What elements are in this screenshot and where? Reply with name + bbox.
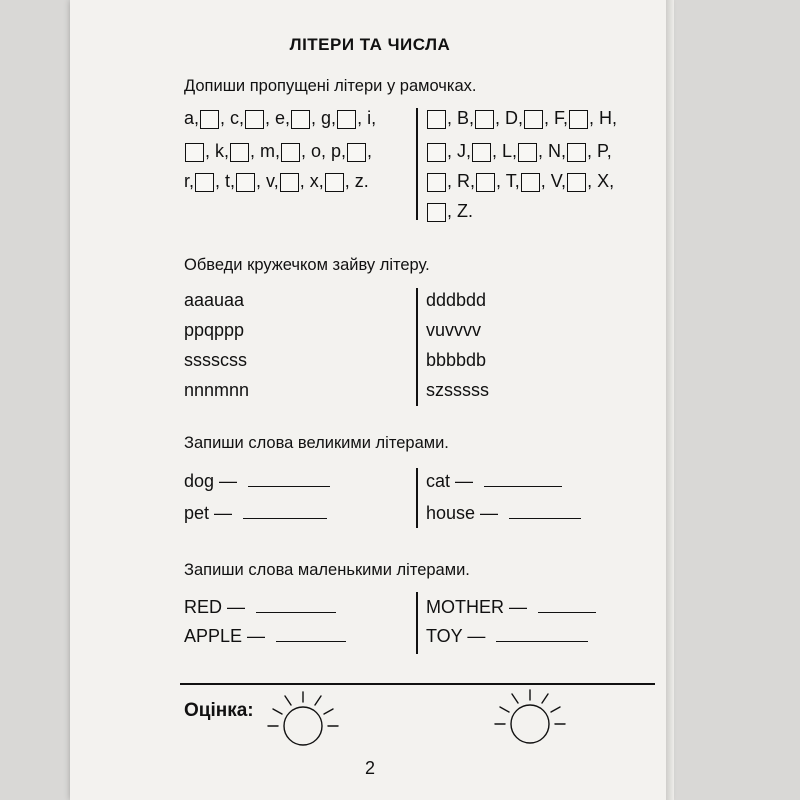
- letter-text: , T,: [496, 171, 520, 191]
- missing-letter-box[interactable]: [427, 173, 446, 192]
- lowercase-word-row: [184, 596, 336, 618]
- word-label: MOTHER —: [426, 597, 527, 617]
- answer-blank[interactable]: [243, 502, 327, 519]
- letter-row: [426, 201, 473, 222]
- word-label: house —: [426, 503, 499, 523]
- letter-row: [184, 108, 376, 129]
- missing-letter-box[interactable]: [200, 110, 219, 129]
- letter-text: , V,: [540, 171, 567, 191]
- letter-text: , F,: [544, 108, 569, 128]
- letter-text: , k,: [205, 141, 230, 161]
- missing-letter-box[interactable]: [472, 143, 491, 162]
- word-label: APPLE —: [184, 626, 266, 646]
- task1-instruction: Допиши пропущені літери у рамочках.: [184, 77, 477, 95]
- letter-text: , x,: [299, 171, 324, 191]
- missing-letter-box[interactable]: [476, 173, 495, 192]
- letter-text: , g,: [311, 108, 337, 128]
- missing-letter-box[interactable]: [230, 143, 249, 162]
- missing-letter-box[interactable]: [281, 143, 300, 162]
- missing-letter-box[interactable]: [427, 110, 446, 129]
- letter-text: , J,: [447, 141, 472, 161]
- horizontal-rule: [180, 683, 655, 685]
- lowercase-word-row: [426, 596, 596, 618]
- letter-text: , H,: [589, 108, 618, 128]
- missing-letter-box[interactable]: [475, 110, 494, 129]
- missing-letter-box[interactable]: [521, 173, 540, 192]
- answer-blank[interactable]: [538, 596, 596, 613]
- sun-icon[interactable]: [490, 680, 570, 752]
- missing-letter-box[interactable]: [291, 110, 310, 129]
- answer-blank[interactable]: [256, 596, 336, 613]
- missing-letter-box[interactable]: [427, 203, 446, 222]
- missing-letter-box[interactable]: [427, 143, 446, 162]
- odd-letter-item[interactable]: sssscss: [184, 350, 247, 370]
- task1-divider: [416, 108, 418, 220]
- letter-text: , B,: [447, 108, 475, 128]
- missing-letter-box[interactable]: [524, 110, 543, 129]
- page-title: ЛІТЕРИ ТА ЧИСЛА: [289, 35, 451, 54]
- task3-instruction: Запиши слова великими літерами.: [184, 434, 449, 452]
- letter-text: ,: [367, 141, 373, 161]
- missing-letter-box[interactable]: [518, 143, 537, 162]
- word-label: dog —: [184, 471, 238, 491]
- task2-instruction: Обведи кружечком зайву літеру.: [184, 256, 430, 274]
- missing-letter-box[interactable]: [567, 143, 586, 162]
- worksheet-page: [70, 0, 670, 800]
- word-label: cat —: [426, 471, 474, 491]
- letter-row: [426, 141, 612, 162]
- missing-letter-box[interactable]: [325, 173, 344, 192]
- sun-icon[interactable]: [263, 682, 343, 754]
- letter-text: , m,: [250, 141, 281, 161]
- odd-letter-item[interactable]: nnnmnn: [184, 380, 250, 400]
- letter-text: r,: [184, 171, 195, 191]
- letter-text: , e,: [265, 108, 291, 128]
- letter-text: , D,: [495, 108, 524, 128]
- letter-text: , c,: [220, 108, 245, 128]
- letter-row: [184, 141, 372, 162]
- word-label: RED —: [184, 597, 246, 617]
- odd-letter-item[interactable]: bbbbdb: [426, 350, 487, 370]
- word-label: pet —: [184, 503, 233, 523]
- letter-text: , z.: [344, 171, 369, 191]
- answer-blank[interactable]: [276, 625, 346, 642]
- letter-row: [426, 108, 617, 129]
- task4-instruction: Запиши слова маленькими літерами.: [184, 561, 470, 579]
- missing-letter-box[interactable]: [569, 110, 588, 129]
- letter-row: [184, 171, 369, 192]
- missing-letter-box[interactable]: [280, 173, 299, 192]
- task2-divider: [416, 288, 418, 406]
- missing-letter-box[interactable]: [195, 173, 214, 192]
- letter-text: a,: [184, 108, 200, 128]
- answer-blank[interactable]: [509, 502, 581, 519]
- letter-text: , R,: [447, 171, 476, 191]
- letter-row: [426, 171, 614, 192]
- missing-letter-box[interactable]: [337, 110, 356, 129]
- letter-text: , o, p,: [301, 141, 347, 161]
- grade-label: Оцінка:: [184, 700, 254, 721]
- lowercase-word-row: [426, 625, 588, 647]
- odd-letter-item[interactable]: szsssss: [426, 380, 489, 400]
- uppercase-word-row: [184, 470, 330, 492]
- missing-letter-box[interactable]: [236, 173, 255, 192]
- page-edge: [666, 0, 674, 800]
- page-number: 2: [364, 758, 375, 778]
- letter-text: , v,: [256, 171, 279, 191]
- odd-letter-item[interactable]: aaauaa: [184, 290, 245, 310]
- odd-letter-item[interactable]: dddbdd: [426, 290, 487, 310]
- letter-text: , X,: [587, 171, 615, 191]
- answer-blank[interactable]: [496, 625, 588, 642]
- odd-letter-item[interactable]: vuvvvv: [426, 320, 482, 340]
- letter-text: , L,: [492, 141, 518, 161]
- task4-divider: [416, 592, 418, 654]
- uppercase-word-row: [184, 502, 327, 524]
- uppercase-word-row: [426, 502, 581, 524]
- missing-letter-box[interactable]: [245, 110, 264, 129]
- answer-blank[interactable]: [248, 470, 330, 487]
- task3-divider: [416, 468, 418, 528]
- word-label: TOY —: [426, 626, 486, 646]
- letter-text: , t,: [215, 171, 236, 191]
- letter-text: , Z.: [447, 201, 473, 221]
- lowercase-word-row: [184, 625, 346, 647]
- uppercase-word-row: [426, 470, 562, 492]
- missing-letter-box[interactable]: [185, 143, 204, 162]
- missing-letter-box[interactable]: [567, 173, 586, 192]
- odd-letter-item[interactable]: ppqppp: [184, 320, 245, 340]
- answer-blank[interactable]: [484, 470, 562, 487]
- missing-letter-box[interactable]: [347, 143, 366, 162]
- letter-text: , P,: [587, 141, 612, 161]
- letter-text: , i,: [357, 108, 377, 128]
- letter-text: , N,: [538, 141, 567, 161]
